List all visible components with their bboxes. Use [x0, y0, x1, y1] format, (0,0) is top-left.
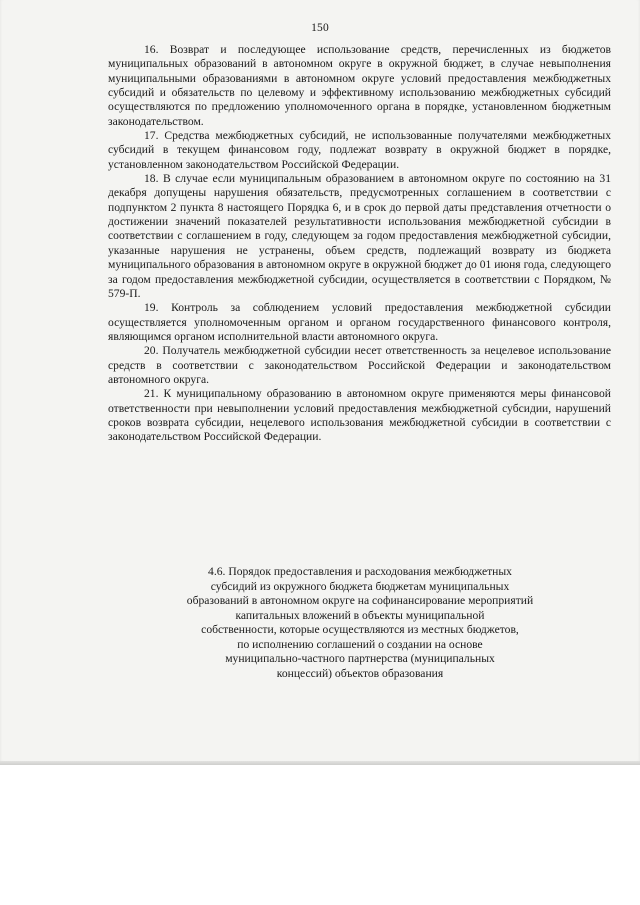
paragraph-21: 21. К муниципальному образованию в автономном округе применяются меры финансовой ответственности при невыполнении условий предоставления межбюджетной субсидии, нарушений сроков возврата субсидии, нецелевого использования межбюджетной субсидии в соответствии с законодательством Российской Федерации. — [108, 387, 611, 444]
paragraph-17: 17. Средства межбюджетных субсидий, не использованные получателями межбюджетных субсидий в текущем финансовом году, подлежат возврату в окружной бюджет в порядке, установленном законодательством Российской Федерации. — [108, 129, 611, 171]
blank-background — [0, 765, 640, 905]
page-number: 150 — [311, 22, 329, 34]
paragraph-18: 18. В случае если муниципальным образованием в автономном округе по состоянию на 31 декабря допущены нарушения обязательств, предусмотренных соглашением в соответствии с подпунктом 2 пункта 8 настоящего Порядка 6, и в срок до первой даты представления отчетности о достижении значений показателей результативности использования межбюджетной субсидии в соответствии с соглашением в году, следующем за годом предоставления межбюджетной субсидии, указанные нарушения не устранены, объем средств, подлежащий возврату из бюджета муниципального образования в автономном округе в окружной бюджет до 01 июня года, следующего за годом предоставления межбюджетной субсидии, осуществляется в соответствии с Порядком, № 579-П. — [108, 172, 611, 300]
section-heading: 4.6. Порядок предоставления и расходования межбюджетных субсидий из окружного бюджета бюджетам муниципальных образований в автономном округе на софинансирование мероприятий капитальных вложений в объекты муниципальной собственности, которые осуществляются из местных бюджетов, по исполнению соглашений о создании на основе муниципально-частного партнерства (муниципальных концессий) объектов образования — [186, 565, 534, 680]
paragraph-19: 19. Контроль за соблюдением условий предоставления межбюджетной субсидии осуществляется уполномоченным органом и органом государственного финансового контроля, являющимся органом исполнительной власти автономного округа. — [108, 301, 611, 343]
paragraph-16: 16. Возврат и последующее использование средств, перечисленных из бюджетов муниципальных образований в автономном округе в окружной бюджет, в случае невыполнения муниципальными образованиями в автономном округе условий предоставления межбюджетных субсидий и обязательств по целевому и эффективному использованию межбюджетных субсидий осуществляются по предложению уполномоченного органа в порядке, установленном бюджетным законодательством. — [108, 43, 611, 128]
document-body — [108, 43, 611, 445]
paragraph-20: 20. Получатель межбюджетной субсидии несет ответственность за нецелевое использование средств в соответствии с законодательством Российской Федерации и законодательством автономного округа. — [108, 344, 611, 386]
